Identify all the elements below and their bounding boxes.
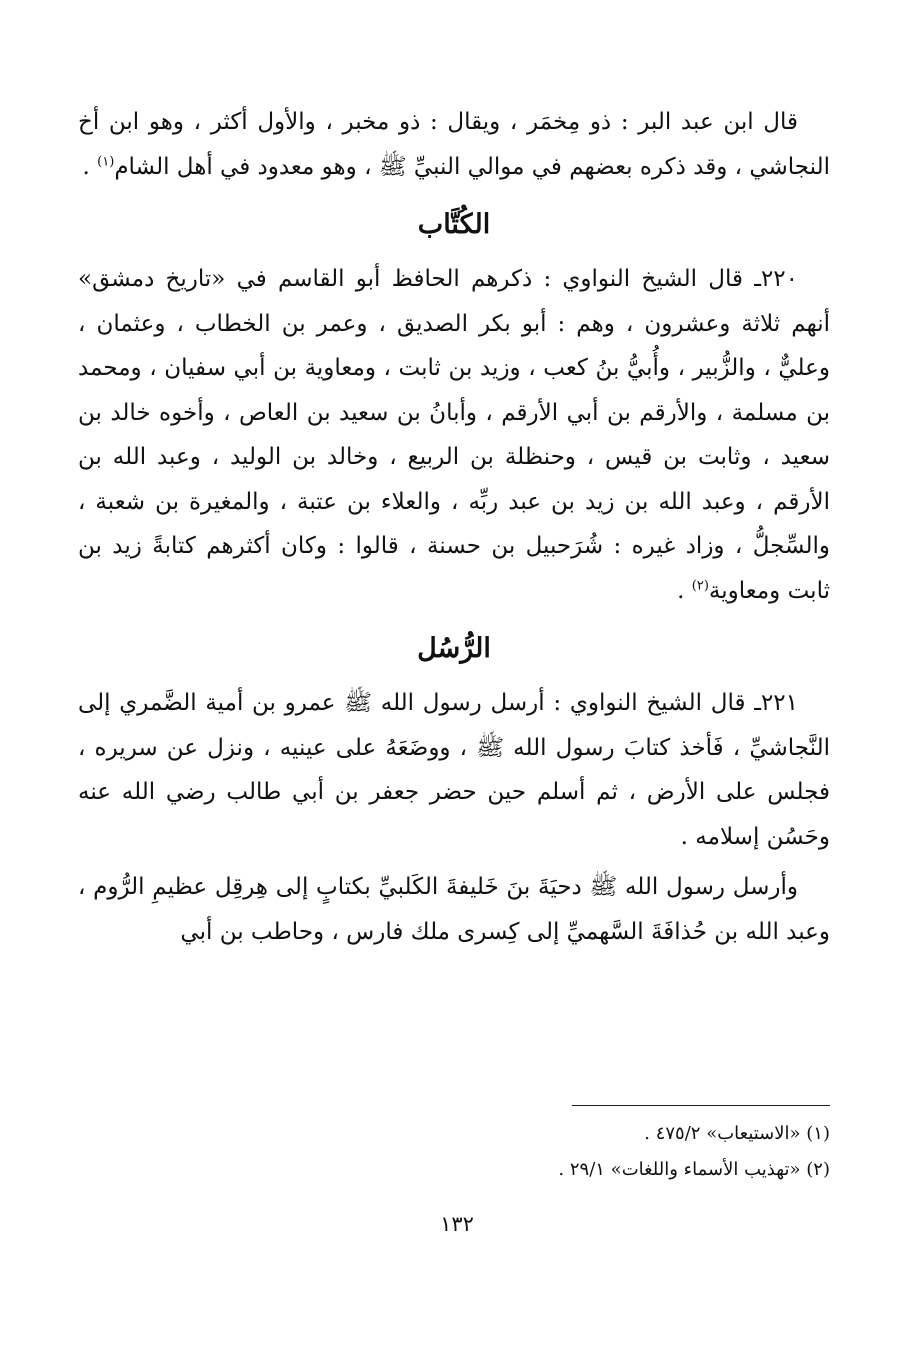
- paragraph-220: [78, 257, 830, 613]
- footnote-1: [78, 1116, 830, 1152]
- intro-end: .: [82, 153, 98, 180]
- section-heading-scribes: الكُتَّاب: [417, 209, 491, 240]
- page-number: ١٣٢: [440, 1212, 474, 1236]
- intro-text: قال ابن عبد البر : ذو مِخمَر ، ويقال : ذو مخبر ، والأول أكثر ، وهو ابن أخ النجاشي ، وقد ذكره بعضهم في موالي النبيِّ ﷺ ، وهو معدود في أهل الشام: [78, 109, 830, 180]
- footnote-ref-1[interactable]: (١): [97, 153, 115, 169]
- paragraph-221: [78, 681, 830, 859]
- page-body: [78, 100, 830, 954]
- paragraph-220-text: قال الشيخ النواوي : ذكرهم الحافظ أبو القاسم في «تاريخ دمشق» أنهم ثلاثة وعشرون ، وهم : أبو بكر الصديق ، وعمر بن الخطاب ، وعثمان ، وعليٌّ ، والزُّبير ، وأُبيُّ بنُ كعب ، وزيد بن ثابت ، ومعاوية بن أبي سفيان ، ومحمد بن مسلمة ، والأرقم بن أبي الأرقم ، وأبانُ بن سعيد بن العاص ، وأخوه خالد بن سعيد ، وثابت بن قيس ، وحنظلة بن الربيع ، وخالد بن الوليد ، وعبد الله بن الأرقم ، وعبد الله بن زيد بن عبد ربِّه ، والعلاء بن عتبة ، والمغيرة بن شعبة ، والسِّجلُّ ، وزاد غيره : شُرَحبيل بن حسنة ، قالوا : وكان أكثرهم كتابةً زيد بن ثابت ومعاوية: [78, 266, 831, 604]
- paragraph-221-number: ٢٢١ـ: [754, 690, 798, 716]
- paragraph-continued: وأرسل رسول الله ﷺ دحيَةَ بنَ خَليفةَ الكَلبيِّ بكتابٍ إلى هِرقِل عظيمِ الرُّوم ، وعبد الله بن حُذافَةَ السَّهميِّ إلى كِسرى ملك فارس ، وحاطب بن أبي: [78, 874, 830, 945]
- footnotes: [78, 1105, 830, 1188]
- paragraph-220-end: .: [677, 577, 692, 604]
- paragraph-220-number: ٢٢٠ـ: [754, 266, 798, 292]
- paragraph-221-text: قال الشيخ النواوي : أرسل رسول الله ﷺ عمرو بن أمية الضَّمري إلى النَّجاشيِّ ، فَأخذ كتابَ رسول الله ﷺ ، ووضَعَهُ على عينيه ، ونزل عن سريره ، فجلس على الأرض ، ثم أسلم حين حضر جعفر بن أبي طالب رضي الله عنه وحَسُن إسلامه .: [78, 690, 830, 850]
- footnote-divider: [572, 1105, 830, 1106]
- footnote-2-marker: (٢): [806, 1159, 830, 1180]
- footnote-2-text: «تهذيب الأسماء واللغات» ٢٩/١ .: [558, 1159, 807, 1180]
- footnote-1-text: «الاستيعاب» ٤٧٥/٢ .: [644, 1123, 807, 1144]
- intro-paragraph: [78, 100, 830, 189]
- footnote-ref-2[interactable]: (٢): [691, 577, 709, 593]
- section-heading-messengers: الرُّسُل: [417, 633, 491, 664]
- footnote-2: [78, 1152, 830, 1188]
- footnote-1-marker: (١): [806, 1123, 830, 1144]
